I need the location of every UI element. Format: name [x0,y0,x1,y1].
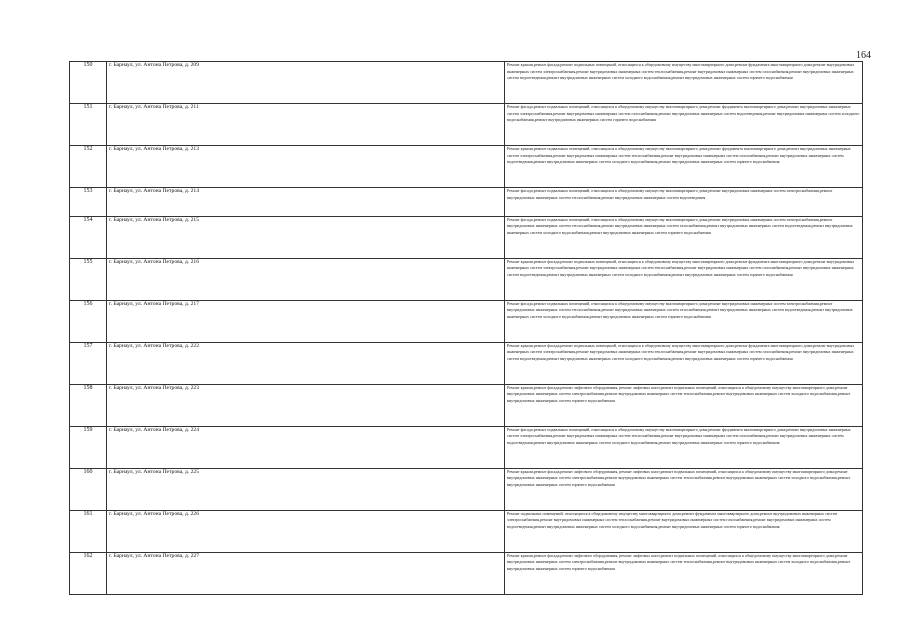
works-cell: Ремонт крыши,ремонт фасада,ремонт подвальных помещений, относящихся к общедомовому имуществу многоквартирного дома;ремонт фундамента многоквартирного дома;ремонт внутридомовых инженерных систем электроснабжения,ремонт внутридомовых инженерных систем теплоснабжения,ремонт внутридомовых инженерных систем газоснабжения,ремонт внутридомовых инженерных систем водоотведения,ремонт внутридомовых инженерных систем холодного водоснабжения,ремонт внутридомовых инженерных систем горячего водоснабжения [505,62,863,104]
page-number: 164 [856,50,871,61]
table-row [70,384,863,426]
works-cell: Ремонт фасада,ремонт подвальных помещений, относящихся к общедомовому имуществу многоквартирного дома;ремонт внутридомовых инженерных систем электроснабжения,ремонт внутридомовых инженерных систем теплоснабжения,ремонт внутридомовых инженерных систем водоотведения [505,188,863,217]
row-number-cell: 151 [70,104,107,146]
table-row [70,258,863,300]
address-cell: г. Барнаул, ул. Антона Петрова, д. 211 [107,104,505,146]
table-row [70,342,863,384]
address-cell: г. Барнаул, ул. Антона Петрова, д. 217 [107,300,505,342]
works-cell: Ремонт крыши,ремонт фасада,ремонт подвальных помещений, относящихся к общедомовому имуществу многоквартирного дома;ремонт фундамента многоквартирного дома;ремонт внутридомовых инженерных систем электроснабжения,ремонт внутридомовых инженерных систем теплоснабжения,ремонт внутридомовых инженерных систем газоснабжения,ремонт внутридомовых инженерных систем водоотведения,ремонт внутридомовых инженерных систем холодного водоснабжения,ремонт внутридомовых инженерных систем горячего водоснабжения [505,258,863,300]
table-row [70,300,863,342]
table-row [70,146,863,188]
table-row [70,104,863,146]
address-cell: г. Барнаул, ул. Антона Петрова, д. 215 [107,216,505,258]
row-number-cell: 155 [70,258,107,300]
row-number-cell: 158 [70,384,107,426]
row-number-cell: 156 [70,300,107,342]
address-cell: г. Барнаул, ул. Антона Петрова, д. 216 [107,258,505,300]
row-number-cell: 160 [70,468,107,510]
table-row [70,510,863,552]
row-number-cell: 152 [70,146,107,188]
row-number-cell: 154 [70,216,107,258]
table-row [70,552,863,594]
address-cell: г. Барнаул, ул. Антона Петрова, д. 227 [107,552,505,594]
row-number-cell: 161 [70,510,107,552]
table-row [70,216,863,258]
address-cell: г. Барнаул, ул. Антона Петрова, д. 225 [107,468,505,510]
address-cell: г. Барнаул, ул. Антона Петрова, д. 223 [107,384,505,426]
works-cell: Ремонт крыши,ремонт подвальных помещений, относящихся к общедомовому имуществу многоквартирного дома;ремонт фундамента многоквартирного дома;ремонт внутридомовых инженерных систем электроснабжения,ремонт внутридомовых инженерных систем теплоснабжения,ремонт внутридомовых инженерных систем газоснабжения,ремонт внутридомовых инженерных систем водоотведения,ремонт внутридомовых инженерных систем холодного водоснабжения,ремонт внутридомовых инженерных систем горячего водоснабжения [505,146,863,188]
works-cell: Ремонт крыши,ремонт фасада,ремонт лифтового оборудования, ремонт лифтовых шахт,ремонт подвальных помещений, относящихся к общедомовому имуществу многоквартирного дома;ремонт внутридомовых инженерных систем электроснабжения,ремонт внутридомовых инженерных систем теплоснабжения,ремонт внутридомовых инженерных систем холодного водоснабжения,ремонт внутридомовых инженерных систем горячего водоснабжения [505,552,863,594]
buildings-repair-table [69,61,863,595]
row-number-cell: 153 [70,188,107,217]
row-number-cell: 159 [70,426,107,468]
row-number-cell: 162 [70,552,107,594]
address-cell: г. Барнаул, ул. Антона Петрова, д. 213 [107,146,505,188]
works-cell: Ремонт подвальных помещений, относящихся к общедомовому имуществу многоквартирного дома;ремонт фундамента многоквартирного дома;ремонт внутридомовых инженерных систем электроснабжения,ремонт внутридомовых инженерных систем теплоснабжения,ремонт внутридомовых инженерных систем газоснабжения,ремонт внутридомовых инженерных систем водоотведения,ремонт внутридомовых инженерных систем холодного водоснабжения,ремонт внутридомовых инженерных систем горячего водоснабжения [505,510,863,552]
address-cell: г. Барнаул, ул. Антона Петрова, д. 209 [107,62,505,104]
address-cell: г. Барнаул, ул. Антона Петрова, д. 214 [107,188,505,217]
address-cell: г. Барнаул, ул. Антона Петрова, д. 224 [107,426,505,468]
table-row [70,426,863,468]
row-number-cell: 157 [70,342,107,384]
works-cell: Ремонт крыши,ремонт фасада,ремонт подвальных помещений, относящихся к общедомовому имуществу многоквартирного дома;ремонт фундамента многоквартирного дома;ремонт внутридомовых инженерных систем электроснабжения,ремонт внутридомовых инженерных систем теплоснабжения,ремонт внутридомовых инженерных систем газоснабжения,ремонт внутридомовых инженерных систем водоотведения,ремонт внутридомовых инженерных систем холодного водоснабжения,ремонт внутридомовых инженерных систем горячего водоснабжения [505,342,863,384]
works-cell: Ремонт крыши,ремонт фасада,ремонт лифтового оборудования, ремонт лифтовых шахт,ремонт подвальных помещений, относящихся к общедомовому имуществу многоквартирного дома;ремонт внутридомовых инженерных систем электроснабжения,ремонт внутридомовых инженерных систем теплоснабжения,ремонт внутридомовых инженерных систем холодного водоснабжения,ремонт внутридомовых инженерных систем горячего водоснабжения [505,468,863,510]
works-cell: Ремонт фасада,ремонт подвальных помещений, относящихся к общедомовому имуществу многоквартирного дома;ремонт фундамента многоквартирного дома;ремонт внутридомовых инженерных систем электроснабжения,ремонт внутридомовых инженерных систем теплоснабжения,ремонт внутридомовых инженерных систем газоснабжения,ремонт внутридомовых инженерных систем водоотведения,ремонт внутридомовых инженерных систем холодного водоснабжения,ремонт внутридомовых инженерных систем горячего водоснабжения [505,426,863,468]
table-body [70,62,863,595]
table-row [70,468,863,510]
row-number-cell: 150 [70,62,107,104]
address-cell: г. Барнаул, ул. Антона Петрова, д. 222 [107,342,505,384]
works-cell: Ремонт фасада,ремонт подвальных помещений, относящихся к общедомовому имуществу многоквартирного дома;ремонт фундамента многоквартирного дома;ремонт внутридомовых инженерных систем электроснабжения,ремонт внутридомовых инженерных систем газоснабжения,ремонт внутридомовых инженерных систем водоотведения,ремонт внутридомовых инженерных систем холодного водоснабжения,ремонт внутридомовых инженерных систем горячего водоснабжения [505,104,863,146]
table-row [70,188,863,217]
address-cell: г. Барнаул, ул. Антона Петрова, д. 226 [107,510,505,552]
works-cell: Ремонт фасада,ремонт подвальных помещений, относящихся к общедомовому имуществу многоквартирного дома;ремонт внутридомовых инженерных систем электроснабжения,ремонт внутридомовых инженерных систем теплоснабжения,ремонт внутридомовых инженерных систем газоснабжения,ремонт внутридомовых инженерных систем водоотведения,ремонт внутридомовых инженерных систем холодного водоснабжения,ремонт внутридомовых инженерных систем горячего водоснабжения [505,216,863,258]
table-row [70,62,863,104]
works-cell: Ремонт фасада,ремонт подвальных помещений, относящихся к общедомовому имуществу многоквартирного дома;ремонт внутридомовых инженерных систем электроснабжения,ремонт внутридомовых инженерных систем теплоснабжения,ремонт внутридомовых инженерных систем газоснабжения,ремонт внутридомовых инженерных систем водоотведения,ремонт внутридомовых инженерных систем холодного водоснабжения,ремонт внутридомовых инженерных систем горячего водоснабжения [505,300,863,342]
works-cell: Ремонт крыши,ремонт фасада,ремонт лифтового оборудования, ремонт лифтовых шахт,ремонт подвальных помещений, относящихся к общедомовому имуществу многоквартирного дома;ремонт внутридомовых инженерных систем электроснабжения,ремонт внутридомовых инженерных систем теплоснабжения,ремонт внутридомовых инженерных систем холодного водоснабжения,ремонт внутридомовых инженерных систем горячего водоснабжения [505,384,863,426]
